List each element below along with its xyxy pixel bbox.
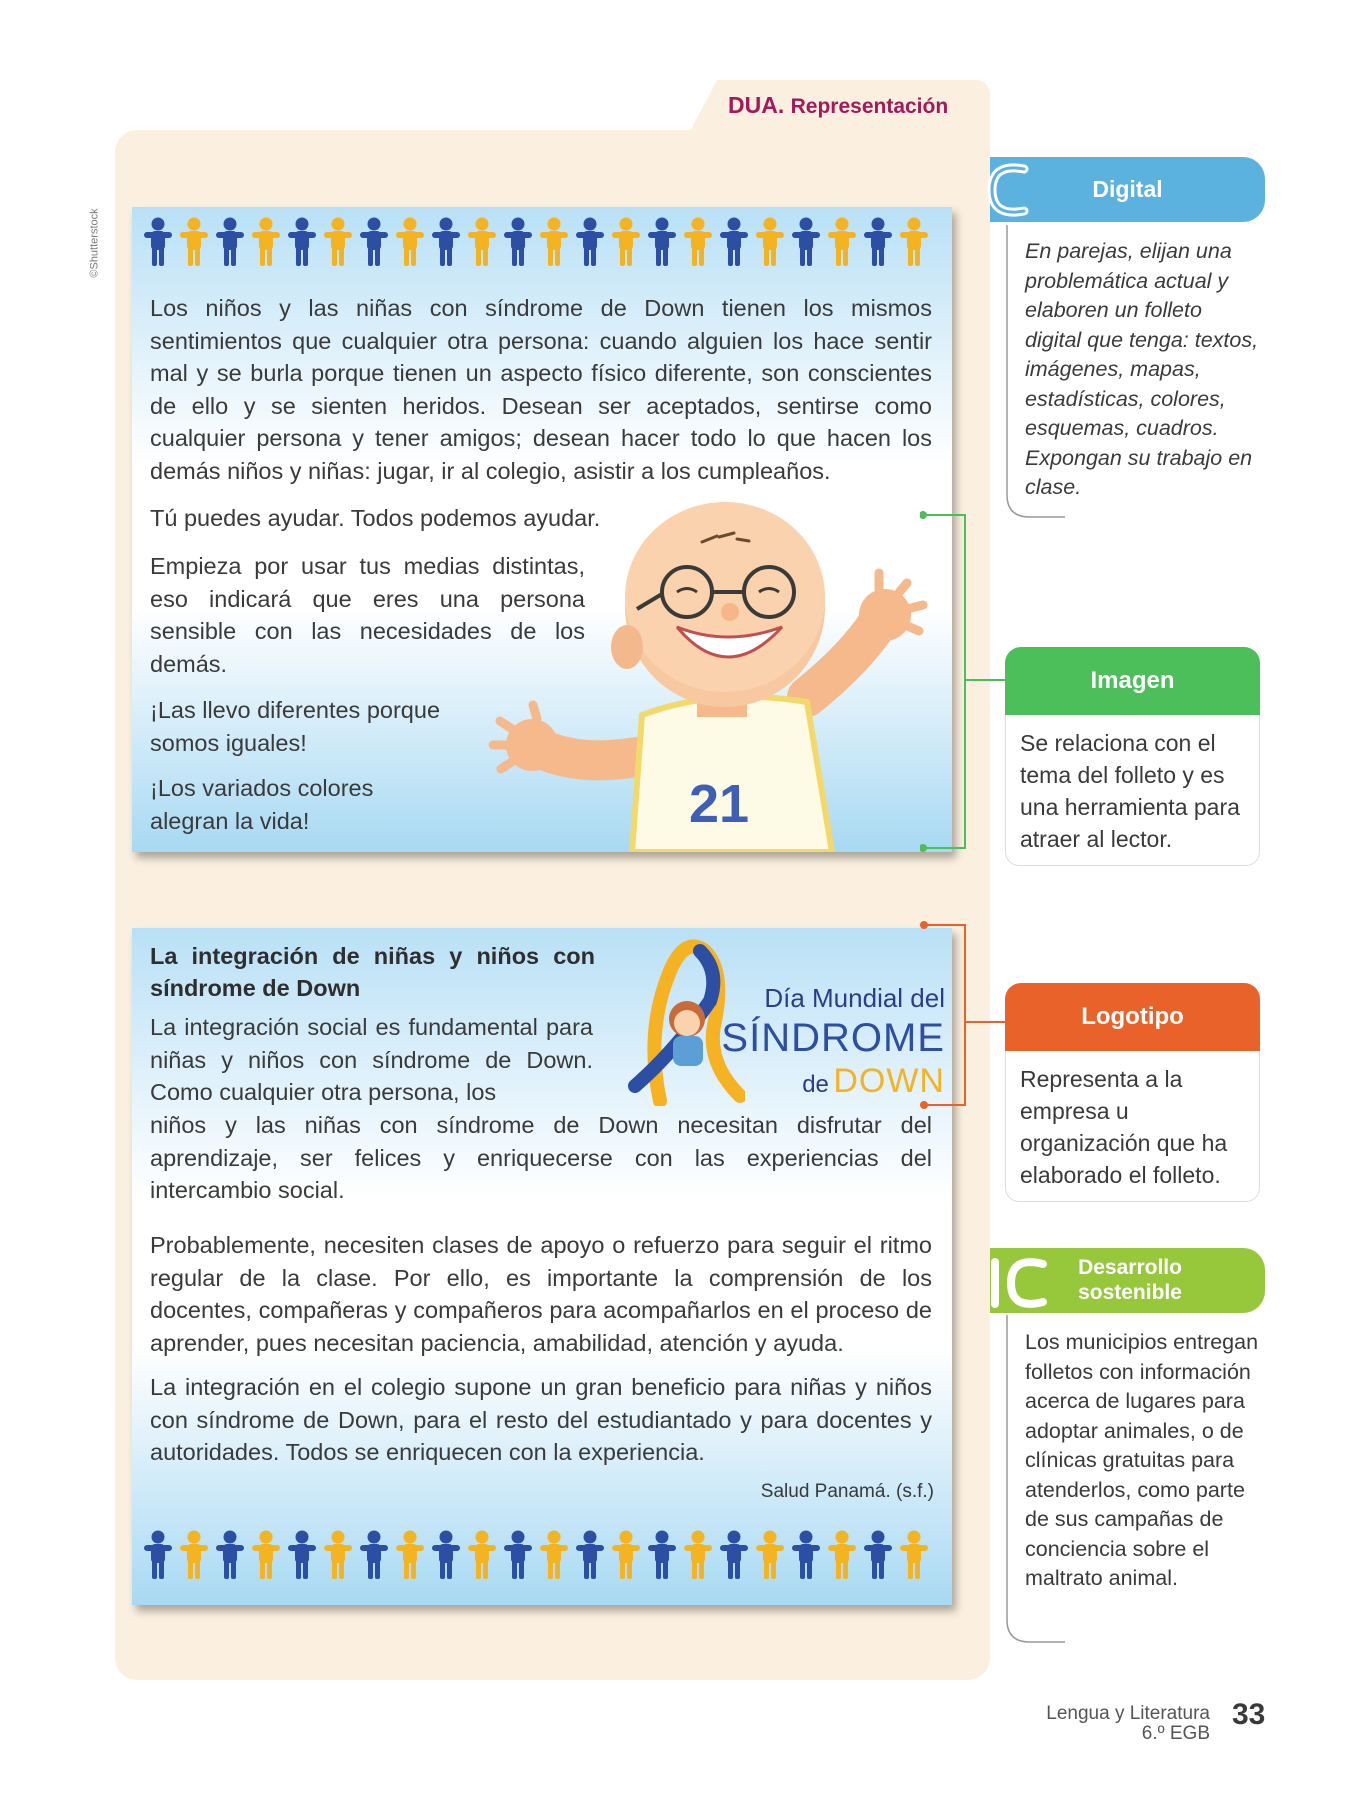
person-icon	[684, 1530, 712, 1580]
person-icon	[324, 1530, 352, 1580]
footer-subject: Lengua y Literatura	[1046, 1703, 1210, 1724]
person-icon	[216, 217, 244, 267]
person-icon	[900, 1530, 928, 1580]
logo-line-2: SÍNDROME	[721, 1016, 945, 1060]
person-icon	[648, 217, 676, 267]
flyer2-paragraph-3: La integración en el colegio supone un gran beneficio para niñas y niños con síndrome de Down, para el resto del estudiantado y para docentes y autoridades. Todos se enriquecen con la experiencia.	[150, 1374, 932, 1465]
person-icon	[432, 1530, 460, 1580]
digital-text: En parejas, elijan una problemática actual y elaboren un folleto digital que tenga: textos, imágenes, mapas, estadísticas, colores, esquemas, cuadros. Expongan su trabajo en clase.	[1025, 239, 1259, 499]
logo-de: de	[802, 1071, 829, 1098]
digital-title: Digital	[1092, 176, 1163, 202]
person-icon	[792, 217, 820, 267]
desarrollo-text: Los municipios entregan folletos con información acerca de lugares para adoptar animales, o de clínicas gratuitas para atenderlos, como parte de sus campañas de conciencia sobre el maltrato animal.	[1025, 1330, 1259, 1590]
person-icon	[720, 217, 748, 267]
person-icon	[468, 1530, 496, 1580]
person-icon	[648, 1530, 676, 1580]
person-icon	[540, 1530, 568, 1580]
person-icon	[504, 1530, 532, 1580]
flyer1-paragraph-1: Los niños y las niñas con síndrome de Down tienen los mismos sentimientos que cualquier otra persona: cuando alguien los hace sentir mal y se burla porque tienen un aspecto físico diferente, son conscientes de ello y se sienten heridos. Desean ser aceptados, sentirse como cualquier persona y tener amigos; desean hacer todo lo que hacen los demás niños y niñas: jugar, ir al colegio, asistir a los cumpleaños.	[150, 295, 932, 484]
person-icon	[144, 217, 172, 267]
logo-down: DOWN	[833, 1062, 945, 1100]
person-icon	[252, 217, 280, 267]
footer-info	[1046, 1704, 1210, 1744]
person-icon	[468, 217, 496, 267]
people-row-top	[144, 217, 928, 267]
flyer1-paragraph-2: Tú puedes ayudar. Todos podemos ayudar.	[150, 505, 601, 531]
flyer1-paragraph-4: ¡Las llevo diferentes porque somos iguales!	[150, 697, 441, 756]
logotipo-title: Logotipo	[1005, 983, 1260, 1051]
person-icon	[756, 1530, 784, 1580]
logotipo-box	[1005, 1051, 1260, 1202]
person-icon	[828, 217, 856, 267]
person-icon	[288, 1530, 316, 1580]
person-icon	[612, 1530, 640, 1580]
person-icon	[360, 1530, 388, 1580]
page-number: 33	[1232, 1698, 1266, 1731]
dua-subtitle: Representación	[790, 95, 949, 118]
flyer-1	[132, 207, 952, 852]
person-icon	[396, 1530, 424, 1580]
person-icon	[900, 217, 928, 267]
shirt-number: 21	[688, 774, 750, 834]
image-credit: ©Shutterstock	[88, 208, 101, 278]
imagen-connector	[920, 510, 1010, 855]
dua-header	[728, 92, 948, 119]
person-icon	[864, 217, 892, 267]
imagen-title: Imagen	[1005, 647, 1260, 715]
person-icon	[576, 217, 604, 267]
flyer1-paragraph-3: Empieza por usar tus medias distintas, eso indicará que eres una persona sensible con las necesidades de los demás.	[150, 553, 585, 677]
person-icon	[396, 217, 424, 267]
person-icon	[252, 1530, 280, 1580]
person-icon	[360, 217, 388, 267]
flyer2-title: La integración de niñas y niños con síndrome de Down	[150, 943, 595, 1001]
person-icon	[180, 1530, 208, 1580]
logotipo-connector	[920, 920, 1010, 1112]
logo-line-1: Día Mundial del	[764, 983, 945, 1013]
person-icon	[324, 217, 352, 267]
person-icon	[540, 217, 568, 267]
person-icon	[684, 217, 712, 267]
person-icon	[288, 217, 316, 267]
person-icon	[432, 217, 460, 267]
citation: Salud Panamá. (s.f.)	[760, 1481, 934, 1502]
logotipo-text: Representa a la empresa u organización que ha elaborado el folleto.	[1020, 1066, 1228, 1188]
imagen-text: Se relaciona con el tema del folleto y es una herramienta para atraer al lector.	[1020, 730, 1240, 852]
desarrollo-ic-icon	[985, 1250, 1055, 1315]
dua-label: DUA.	[728, 92, 785, 118]
imagen-box	[1005, 715, 1260, 866]
desarrollo-title-line-1: Desarrollo	[1078, 1256, 1182, 1279]
person-icon	[864, 1530, 892, 1580]
people-row-bottom	[144, 1530, 928, 1580]
desarrollo-title	[1040, 1255, 1220, 1305]
person-icon	[720, 1530, 748, 1580]
flyer-2	[132, 928, 952, 1605]
person-icon	[180, 217, 208, 267]
person-icon	[576, 1530, 604, 1580]
person-icon	[792, 1530, 820, 1580]
flyer1-paragraph-5: ¡Los variados colores alegran la vida!	[150, 775, 374, 834]
person-icon	[828, 1530, 856, 1580]
flyer2-paragraph-1-top: La integración social es fundamental para niñas y niños con síndrome de Down. Como cualquier otra persona, los	[150, 1014, 593, 1105]
footer-grade: 6.º EGB	[1141, 1723, 1210, 1744]
desarrollo-title-line-2: sostenible	[1078, 1281, 1182, 1304]
digital-c-icon	[984, 157, 1034, 222]
person-icon	[504, 217, 532, 267]
sindrome-down-logo	[625, 931, 945, 1106]
child-illustration	[487, 497, 947, 852]
person-icon	[612, 217, 640, 267]
person-icon	[756, 217, 784, 267]
flyer2-paragraph-2: Probablemente, necesiten clases de apoyo o refuerzo para seguir el ritmo regular de la clase. Por ello, es importante la comprensión de los docentes, compañeras y compañeros para acompañarlos en el proceso de aprender, pues necesitan paciencia, amabilidad, atención y ayuda.	[150, 1232, 932, 1356]
person-icon	[216, 1530, 244, 1580]
person-icon	[144, 1530, 172, 1580]
flyer2-paragraph-1-bottom: niños y las niñas con síndrome de Down necesitan disfrutar del aprendizaje, ser felices y enriquecerse con las experiencias del intercambio social.	[150, 1112, 932, 1203]
